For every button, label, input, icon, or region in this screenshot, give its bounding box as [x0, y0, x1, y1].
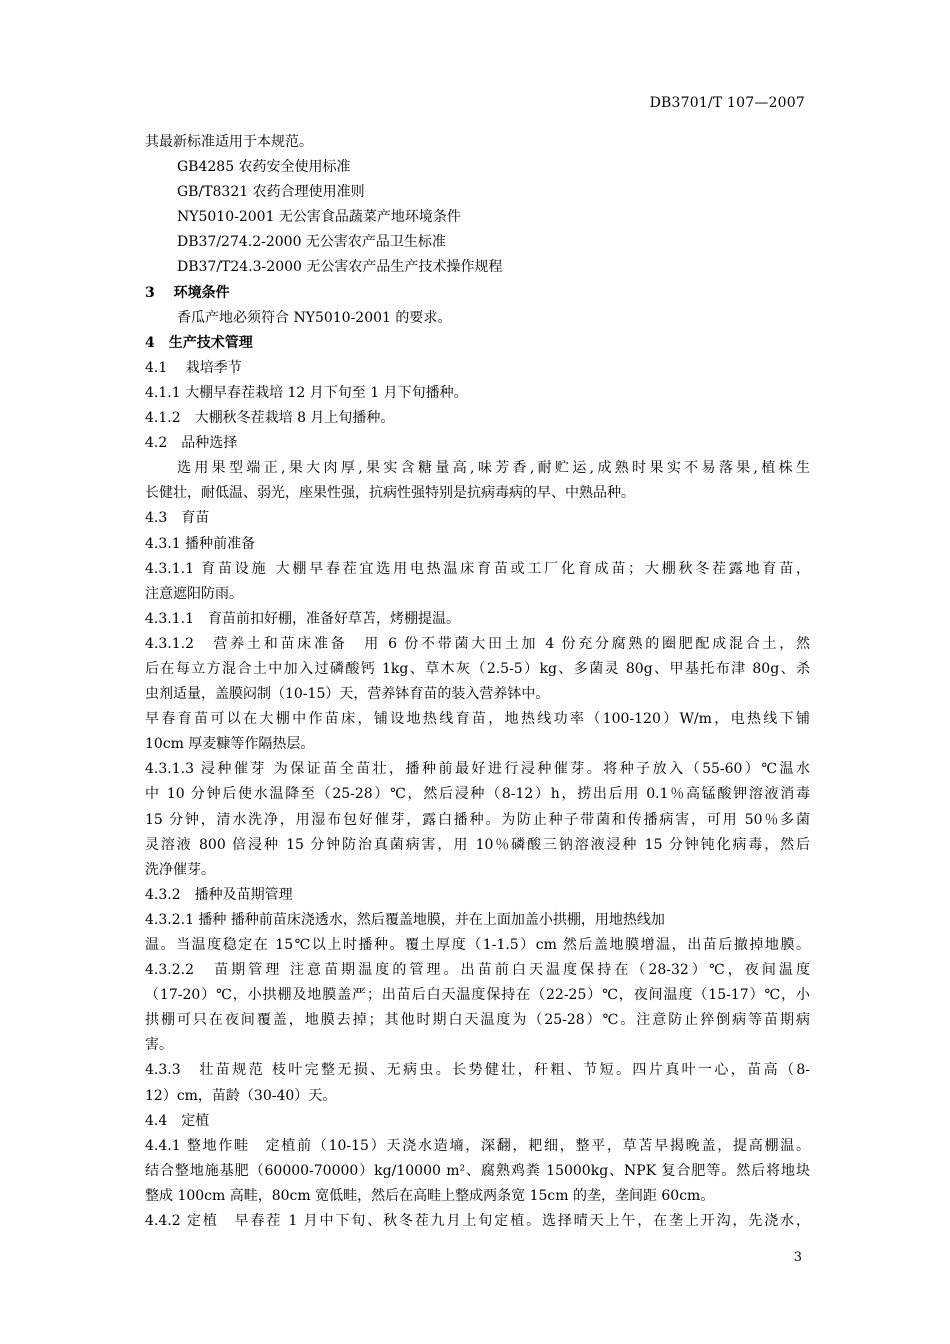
text-line: 4.3.3 壮苗规范 枝叶完整无损、无病虫。长势健壮，秆粗、节短。四片真叶一心，苗高（8- [145, 1062, 810, 1079]
text-line: 长健壮，耐低温、弱光，座果性强，抗病性强特别是抗病毒病的早、中熟品种。 [145, 485, 635, 502]
section-heading: 4 生产技术管理 [145, 334, 253, 351]
text-line: GB/T8321 农药合理使用准则 [177, 184, 365, 201]
text-line: 12）cm，苗龄（30-40）天。 [145, 1087, 337, 1104]
text-line: 4.3.2.1 播种 播种前苗床浇透水，然后覆盖地膜，并在上面加盖小拱棚，用地热线加 [145, 911, 665, 928]
text-line: 整成 100cm 高畦，80cm 宽低畦，然后在高畦上整成两条宽 15cm 的垄，垄间距 60cm。 [145, 1187, 715, 1204]
text-line: 结合整地施基肥（60000-70000）kg/10000 m²、腐熟鸡粪 15000kg、NPK 复合肥等。然后将地块 [145, 1162, 810, 1179]
text-line: 灵溶液 800 倍浸种 15 分钟防治真菌病害，用 10％磷酸三钠溶液浸种 15 分钟钝化病毒，然后 [145, 836, 810, 853]
text-line: 后在每立方混合土中加入过磷酸钙 1kg、草木灰（2.5-5）kg、多菌灵 80g、甲基托布津 80g、杀 [145, 660, 810, 677]
text-line: 4.4.1 整地作畦 定植前（10-15）天浇水造墒，深翻，耙细，整平，草苫早揭晚盖，提高棚温。 [145, 1137, 810, 1154]
text-line: DB37/274.2-2000 无公害农产品卫生标准 [177, 234, 446, 251]
text-line: 拱棚可只在夜间覆盖，地膜去掉；其他时期白天温度为（25-28）℃。注意防止猝倒病等苗期病 [145, 1012, 810, 1029]
text-line: 4.3.1.3 浸种催芽 为保证苗全苗壮，播种前最好进行浸种催芽。将种子放入（55-60）℃温水 [145, 761, 810, 778]
text-line: 4.3.1.2 营养土和苗床准备 用 6 份不带菌大田土加 4 份充分腐熟的圈肥配成混合土，然 [145, 635, 810, 652]
text-line: 4.1.2 大棚秋冬茬栽培 8 月上旬播种。 [145, 410, 395, 427]
text-line: 4.3 育苗 [145, 510, 210, 527]
text-line: 4.3.1 播种前准备 [145, 535, 256, 552]
text-line: （17-20）℃，小拱棚及地膜盖严；出苗后白天温度保持在（22-25）℃，夜间温度（15-17）℃，小 [145, 987, 810, 1004]
text-line: 选用果型端正,果大肉厚,果实含糖量高,味芳香,耐贮运,成熟时果实不易落果,植株生 [177, 460, 810, 477]
text-line: 4.2 品种选择 [145, 435, 238, 452]
text-line: 4.1.1 大棚早春茬栽培 12 月下旬至 1 月下旬播种。 [145, 384, 468, 401]
page-number: 3 [793, 1250, 802, 1265]
text-line: 10cm 厚麦糠等作隔热层。 [145, 736, 315, 753]
text-line: 4.1 栽培季节 [145, 359, 242, 376]
section-heading: 3 环境条件 [145, 284, 230, 301]
text-line: 注意遮阳防雨。 [145, 585, 243, 602]
text-line: 15 分钟，清水洗净，用湿布包好催芽，露白播种。为防止种子带菌和传播病害，可用 50％多菌 [145, 811, 810, 828]
text-line: 香瓜产地必须符合 NY5010-2001 的要求。 [177, 309, 452, 326]
text-line: 4.3.2.2 苗期管理 注意苗期温度的管理。出苗前白天温度保持在（28-32）℃，夜间温度 [145, 962, 810, 979]
text-line: 早春育苗可以在大棚中作苗床，铺设地热线育苗，地热线功率（100-120）W/m，电热线下铺 [145, 711, 810, 728]
text-line: 4.3.2 播种及苗期管理 [145, 886, 293, 903]
text-line: DB37/T24.3-2000 无公害农产品生产技术操作规程 [177, 259, 503, 276]
text-line: GB4285 农药安全使用标准 [177, 159, 351, 176]
text-line: 4.4.2 定植 早春茬 1 月中下旬、秋冬茬九月上旬定植。选择晴天上午，在垄上开沟，先浇水， [145, 1213, 810, 1230]
document-number-header: DB3701/T 107—2007 [649, 95, 805, 111]
text-line: 洗净催芽。 [145, 861, 215, 878]
text-line: NY5010-2001 无公害食品蔬菜产地环境条件 [177, 209, 461, 226]
text-line: 中 10 分钟后使水温降至（25-28）℃，然后浸种（8-12）h，捞出后用 0.1％高锰酸钾溶液消毒 [145, 786, 810, 803]
text-line: 害。 [145, 1037, 173, 1054]
document-body [145, 130, 810, 1234]
text-line: 虫剂适量，盖膜闷制（10-15）天，营养钵育苗的装入营养钵中。 [145, 686, 550, 703]
text-line: 4.4 定植 [145, 1112, 210, 1129]
text-line: 4.3.1.1 育苗前扣好棚，准备好草苫，烤棚提温。 [145, 610, 460, 627]
text-line: 4.3.1.1 育苗设施 大棚早春茬宜选用电热温床育苗或工厂化育成苗；大棚秋冬茬露地育苗， [145, 560, 810, 577]
text-line: 温。当温度稳定在 15℃以上时播种。覆土厚度（1-1.5）cm 然后盖地膜增温，出苗后撤掉地膜。 [145, 937, 810, 953]
text-line: 其最新标准适用于本规范。 [145, 134, 313, 150]
